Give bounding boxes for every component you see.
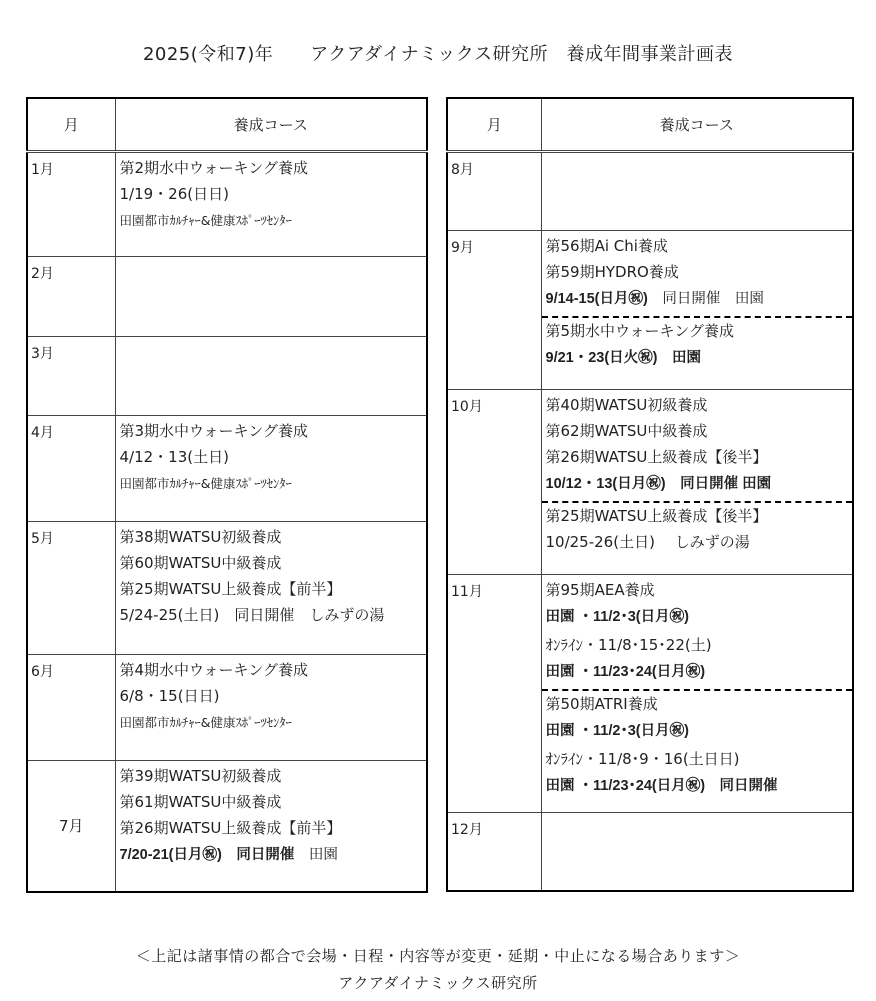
course-venue: 田園都市ｶﾙﾁｬｰ&健康ｽﾎﾟｰﾂｾﾝﾀｰ xyxy=(119,212,292,228)
table-row xyxy=(27,760,427,892)
course-date: 5/24-25(土日) 同日開催 しみずの湯 xyxy=(119,605,385,624)
month-cell: 11月 xyxy=(447,574,541,812)
course-name: 第60期WATSU中級養成 xyxy=(119,553,282,572)
month-cell: 6月 xyxy=(27,654,115,760)
course-name: 第3期水中ウォーキング養成 xyxy=(119,421,308,440)
course-date xyxy=(546,285,849,314)
table-row xyxy=(27,415,427,521)
course-name: 第61期WATSU中級養成 xyxy=(119,792,282,811)
table-row xyxy=(27,336,427,415)
course-date: 田園 ・11/23･24(日月㊗) 同日開催 xyxy=(545,777,778,794)
course-cell xyxy=(115,336,427,415)
course-date xyxy=(120,841,423,870)
course-date: 9/21・23(日火㊗) 田園 xyxy=(545,349,702,366)
course-name: 第4期水中ウォーキング養成 xyxy=(119,660,308,679)
course-name: 第26期WATSU上級養成【前半】 xyxy=(119,818,342,837)
course-venue: 田園 xyxy=(308,846,338,863)
course-date: 6/8・15(日日) xyxy=(119,686,220,705)
month-cell: 8月 xyxy=(447,151,541,230)
course-cell xyxy=(541,812,853,891)
schedule-table-right xyxy=(446,97,854,892)
course-cell xyxy=(541,230,853,389)
footer-org: アクアダイナミックス研究所 xyxy=(338,974,538,992)
page-title: 2025(令和7)年 アクアダイナミックス研究所 養成年間事業計画表 xyxy=(142,44,734,65)
table-row xyxy=(27,521,427,654)
course-cell xyxy=(541,389,853,574)
course-name: 第62期WATSU中級養成 xyxy=(545,421,708,440)
table-row xyxy=(447,574,853,812)
course-header: 養成コース xyxy=(541,98,853,151)
footer-notice: ＜上記は諸事情の都合で会場・日程・内容等が変更・延期・中止になる場合あります＞ xyxy=(135,947,741,965)
course-name: 第50期ATRI養成 xyxy=(545,694,658,713)
month-cell: 12月 xyxy=(447,812,541,891)
course-header: 養成コース xyxy=(115,98,427,151)
course-date: ｵﾝﾗｲﾝ・11/8･9・16(土日日) xyxy=(545,749,740,768)
month-header: 月 xyxy=(27,98,115,151)
course-cell xyxy=(115,151,427,256)
course-name: 第5期水中ウォーキング養成 xyxy=(545,321,734,340)
table-row xyxy=(27,256,427,336)
table-row xyxy=(27,654,427,760)
course-cell xyxy=(541,574,853,812)
course-name: 第25期WATSU上級養成【後半】 xyxy=(545,506,768,525)
course-name: 第40期WATSU初級養成 xyxy=(545,395,708,414)
month-cell: 10月 xyxy=(447,389,541,574)
month-cell: 9月 xyxy=(447,230,541,389)
course-date: 4/12・13(土日) xyxy=(119,447,229,466)
course-cell xyxy=(115,654,427,760)
course-cell xyxy=(115,415,427,521)
table-row xyxy=(447,151,853,230)
course-name: 第59期HYDRO養成 xyxy=(545,262,679,281)
course-venue: 同日開催 田園 xyxy=(662,290,764,307)
course-name: 第39期WATSU初級養成 xyxy=(119,766,282,785)
table-row xyxy=(447,230,853,389)
dashed-divider xyxy=(542,689,853,801)
course-date: 田園 ・11/2･3(日月㊗) xyxy=(545,608,689,625)
table-row xyxy=(447,389,853,574)
table-row xyxy=(447,812,853,891)
course-name: 第25期WATSU上級養成【前半】 xyxy=(119,579,342,598)
month-cell: 5月 xyxy=(27,521,115,654)
month-cell: 1月 xyxy=(27,151,115,256)
month-cell: 2月 xyxy=(27,256,115,336)
course-date: 田園 ・11/23･24(日月㊗) xyxy=(545,663,706,680)
course-name: 第26期WATSU上級養成【後半】 xyxy=(545,447,768,466)
course-cell xyxy=(541,151,853,230)
schedule-table-left xyxy=(26,97,428,893)
course-venue: 田園都市ｶﾙﾁｬｰ&健康ｽﾎﾟｰﾂｾﾝﾀｰ xyxy=(119,475,292,491)
month-cell: 4月 xyxy=(27,415,115,521)
month-header: 月 xyxy=(447,98,541,151)
course-date: ｵﾝﾗｲﾝ・11/8･15･22(土) xyxy=(545,635,712,654)
course-cell xyxy=(115,521,427,654)
month-cell: 3月 xyxy=(27,336,115,415)
course-date: 田園 ・11/2･3(日月㊗) xyxy=(545,722,689,739)
course-date: 1/19・26(日日) xyxy=(119,184,229,203)
course-date-text: 7/20-21(日月㊗) 同日開催 xyxy=(119,846,295,863)
dashed-divider xyxy=(542,316,853,373)
course-name: 第2期水中ウォーキング養成 xyxy=(119,158,308,177)
course-name: 第38期WATSU初級養成 xyxy=(119,527,282,546)
course-cell xyxy=(115,760,427,892)
course-date: 10/12・13(日月㊗) 同日開催 田園 xyxy=(545,475,772,492)
course-date: 10/25-26(土日) しみずの湯 xyxy=(545,532,750,551)
course-date-text: 9/14-15(日月㊗) xyxy=(545,290,648,307)
course-name: 第56期Ai Chi養成 xyxy=(545,236,668,255)
month-cell: 7月 xyxy=(27,760,115,892)
course-venue: 田園都市ｶﾙﾁｬｰ&健康ｽﾎﾟｰﾂｾﾝﾀｰ xyxy=(119,714,292,730)
course-cell xyxy=(115,256,427,336)
table-row xyxy=(27,151,427,256)
course-name: 第95期AEA養成 xyxy=(545,580,655,599)
dashed-divider xyxy=(542,501,853,555)
